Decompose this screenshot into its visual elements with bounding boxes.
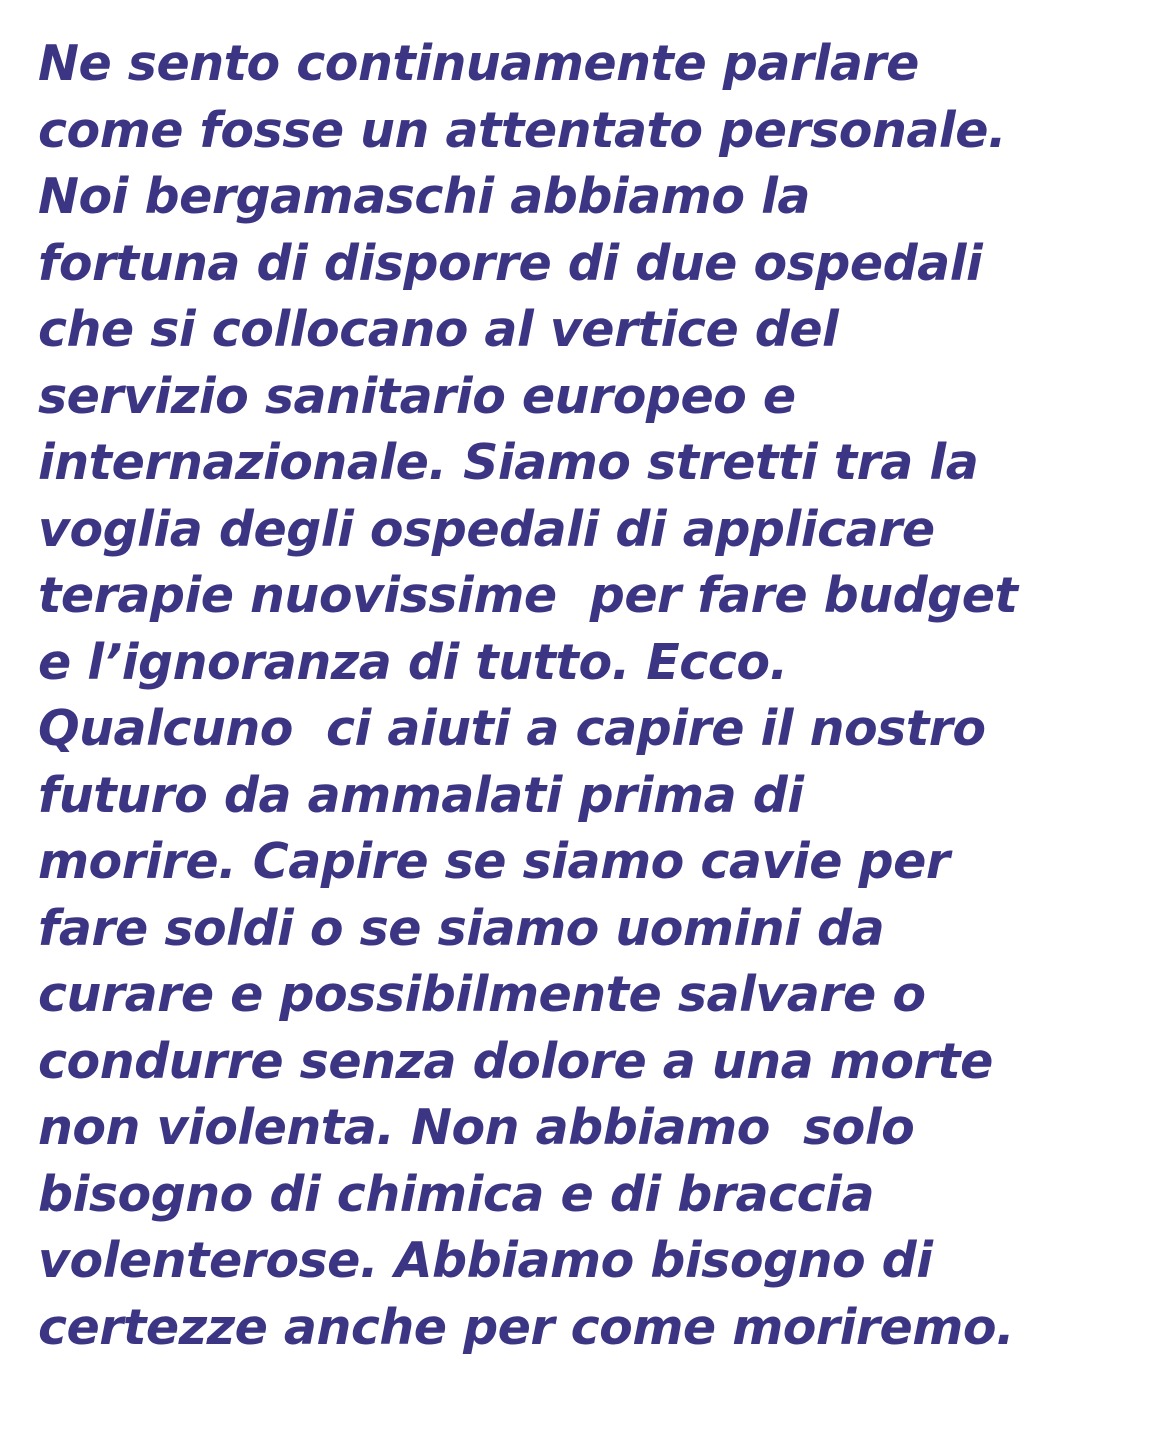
text-line: Qualcuno ci aiuti a capire il nostro [38,700,986,757]
text-line: internazionale. Siamo stretti tra la [38,434,979,491]
text-line: che si collocano al vertice del [38,301,839,358]
text-line: non violenta. Non abbiamo solo [38,1099,915,1156]
text-line: bisogno di chimica e di braccia [38,1165,875,1223]
text-line: morire. Capire se siamo cavie per [38,833,950,890]
text-line: curare e possibilmente salvare o [38,966,926,1023]
text-line: fortuna di disporre di due ospedali [38,234,983,292]
text-line: Ne sento continuamente parlare [38,35,919,92]
text-line: volenterose. Abbiamo bisogno di [38,1232,933,1289]
text-line: futuro da ammalati prima di [38,766,804,824]
text-line: e l’ignoranza di tutto. Ecco. [38,633,788,691]
text-line: fare soldi o se siamo uomini da [38,899,885,957]
text-line: voglia degli ospedali di applicare [38,500,935,558]
handwritten-text-block [38,31,1138,1361]
text-line: condurre senza dolore a una morte [38,1032,993,1090]
text-line: certezze anche per come moriremo. [38,1298,1015,1356]
text-line: come fosse un attentato personale. [38,101,1007,159]
text-line: Noi bergamaschi abbiamo la [38,168,810,225]
text-line: servizio sanitario europeo e [38,367,796,425]
text-line: terapie nuovissime per fare budget [38,567,1018,624]
